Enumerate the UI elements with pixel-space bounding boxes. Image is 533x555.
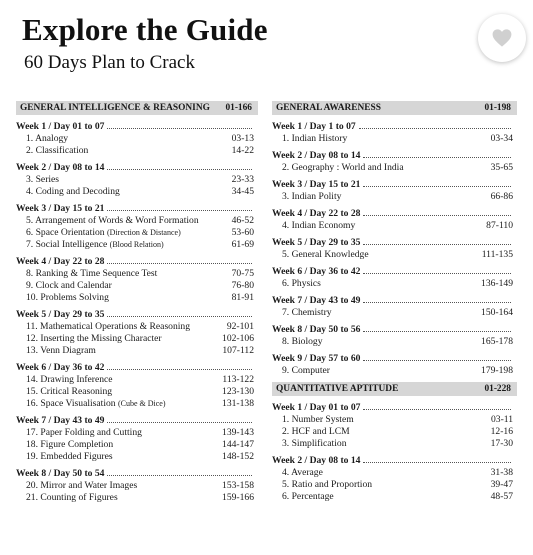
chapter-label: [26, 268, 157, 280]
chapter-name: 2. HCF and LCM: [282, 426, 350, 437]
chapter-pages: 139-143: [222, 427, 254, 438]
week-label: Week 7 / Day 43 to 49: [16, 415, 105, 426]
chapter-row: [16, 386, 258, 398]
chapter-row: [16, 439, 258, 451]
chapter-name: 4. Indian Economy: [282, 220, 356, 231]
chapter-pages: 131-138: [222, 398, 254, 409]
chapter-label: [282, 365, 330, 377]
dotted-leader: [363, 244, 511, 245]
week-label: Week 6 / Day 36 to 42: [16, 362, 105, 373]
chapter-name: 10. Problems Solving: [26, 292, 109, 303]
week-label: Week 2 / Day 08 to 14: [272, 455, 361, 466]
week-label: Week 7 / Day 43 to 49: [272, 295, 361, 306]
chapter-pages: 148-152: [222, 451, 254, 462]
week-label: Week 1 / Day 01 to 07: [272, 402, 361, 413]
chapter-name: 19. Embedded Figures: [26, 451, 113, 462]
week-block: [272, 402, 517, 450]
week-title: [16, 121, 258, 133]
section-header: [16, 101, 258, 115]
chapter-row: [16, 292, 258, 304]
chapter-row: [16, 280, 258, 292]
chapter-pages: 03-11: [490, 414, 513, 425]
week-block: [272, 353, 517, 377]
chapter-row: [16, 480, 258, 492]
chapter-label: [282, 414, 354, 426]
chapter-pages: 46-52: [231, 215, 254, 226]
chapter-label: [26, 374, 113, 386]
chapter-row: [272, 426, 517, 438]
chapter-name: 1. Analogy: [26, 133, 69, 144]
chapter-label: [26, 427, 142, 439]
chapter-row: [16, 133, 258, 145]
dotted-leader: [107, 316, 252, 317]
week-block: [272, 324, 517, 348]
week-title: [272, 402, 517, 414]
right-column: [272, 101, 517, 508]
week-label: Week 1 / Day 1 to 07: [272, 121, 356, 132]
week-label: Week 5 / Day 29 to 35: [272, 237, 361, 248]
chapter-name: 20. Mirror and Water Images: [26, 480, 138, 491]
week-label: Week 6 / Day 36 to 42: [272, 266, 361, 277]
week-label: Week 9 / Day 57 to 60: [272, 353, 361, 364]
left-column: [16, 101, 258, 509]
week-title: [16, 362, 258, 374]
chapter-label: [26, 292, 109, 304]
week-block: [272, 455, 517, 503]
section-header: [272, 101, 517, 115]
chapter-label: [282, 467, 323, 479]
chapter-label: [282, 426, 350, 438]
section-page-range: 01-166: [225, 103, 252, 113]
chapter-pages: 111-135: [481, 249, 513, 260]
week-title: [272, 150, 517, 162]
chapter-row: [272, 220, 517, 232]
chapter-pages: 48-57: [490, 491, 513, 502]
chapter-name: 3. Indian Polity: [282, 191, 342, 202]
chapter-label: [282, 278, 321, 290]
week-block: [272, 208, 517, 232]
chapter-row: [272, 479, 517, 491]
chapter-row: [16, 174, 258, 186]
week-block: [272, 150, 517, 174]
chapter-row: [16, 492, 258, 504]
week-title: [272, 179, 517, 191]
chapter-row: [272, 365, 517, 377]
chapter-label: [282, 307, 332, 319]
chapter-row: [272, 278, 517, 290]
chapter-name: 21. Counting of Figures: [26, 492, 118, 503]
week-block: [272, 237, 517, 261]
week-block: [272, 295, 517, 319]
week-title: [16, 415, 258, 427]
chapter-label: [26, 174, 59, 186]
section-page-range: 01-198: [484, 103, 511, 113]
chapter-row: [16, 345, 258, 357]
chapter-name: 6. Physics: [282, 278, 321, 289]
dotted-leader: [363, 273, 511, 274]
chapter-pages: 70-75: [231, 268, 254, 279]
chapter-pages: 66-86: [490, 191, 513, 202]
dotted-leader: [363, 157, 511, 158]
week-label: Week 2 / Day 08 to 14: [16, 162, 105, 173]
chapter-name: 7. Social Intelligence: [26, 239, 108, 250]
week-title: [16, 309, 258, 321]
week-label: Week 2 / Day 08 to 14: [272, 150, 361, 161]
week-block: [272, 121, 517, 145]
chapter-name: 2. Classification: [26, 145, 89, 156]
chapter-pages: 76-80: [231, 280, 254, 291]
chapter-pages: 61-69: [231, 239, 254, 250]
chapter-label: [26, 227, 181, 239]
chapter-label: [282, 191, 341, 203]
dotted-leader: [107, 128, 252, 129]
week-title: [272, 353, 517, 365]
chapter-pages: 03-34: [490, 133, 513, 144]
chapter-pages: 35-65: [490, 162, 513, 173]
chapter-label: [26, 321, 190, 333]
chapter-pages: 17-30: [490, 438, 513, 449]
chapter-note: (Cube & Dice): [117, 399, 166, 408]
chapter-pages: 31-38: [490, 467, 513, 478]
week-title: [272, 324, 517, 336]
chapter-pages: 144-147: [222, 439, 254, 450]
chapter-label: [26, 398, 166, 410]
chapter-row: [272, 307, 517, 319]
week-label: Week 3 / Day 15 to 21: [16, 203, 105, 214]
chapter-label: [282, 336, 323, 348]
chapter-pages: 12-16: [490, 426, 513, 437]
week-title: [272, 455, 517, 467]
week-title: [272, 266, 517, 278]
dotted-leader: [363, 331, 511, 332]
chapter-row: [272, 191, 517, 203]
week-block: [16, 468, 258, 504]
chapter-label: [26, 215, 199, 227]
chapter-pages: 179-198: [481, 365, 513, 376]
chapter-label: [26, 133, 68, 145]
page-subtitle: 60 Days Plan to Crack: [24, 52, 195, 73]
week-title: [16, 468, 258, 480]
chapter-pages: 159-166: [222, 492, 254, 503]
chapter-name: 14. Drawing Inference: [26, 374, 113, 385]
chapter-row: [272, 249, 517, 261]
week-block: [16, 256, 258, 304]
dotted-leader: [363, 462, 511, 463]
chapter-row: [16, 215, 258, 227]
chapter-pages: 34-45: [231, 186, 254, 197]
chapter-label: [26, 145, 88, 157]
dotted-leader: [363, 186, 511, 187]
dotted-leader: [363, 360, 511, 361]
chapter-row: [272, 336, 517, 348]
week-label: Week 8 / Day 50 to 54: [16, 468, 105, 479]
chapter-pages: 87-110: [486, 220, 513, 231]
chapter-name: 15. Critical Reasoning: [26, 386, 113, 397]
chapter-pages: 123-130: [222, 386, 254, 397]
week-label: Week 5 / Day 29 to 35: [16, 309, 105, 320]
section-page-range: 01-228: [484, 384, 511, 394]
chapter-row: [16, 321, 258, 333]
chapter-name: 5. Ratio and Proportion: [282, 479, 373, 490]
chapter-pages: 136-149: [481, 278, 513, 289]
chapter-row: [272, 133, 517, 145]
chapter-label: [26, 451, 113, 463]
chapter-name: 5. Arrangement of Words & Word Formation: [26, 215, 199, 226]
chapter-row: [16, 227, 258, 239]
chapter-name: 5. General Knowledge: [282, 249, 369, 260]
chapter-label: [282, 491, 334, 503]
chapter-row: [16, 427, 258, 439]
chapter-name: 2. Geography : World and India: [282, 162, 404, 173]
section-title: GENERAL INTELLIGENCE & REASONING: [20, 103, 210, 113]
section-header: [272, 382, 517, 396]
chapter-label: [26, 345, 96, 357]
week-title: [272, 121, 517, 133]
chapter-pages: 150-164: [481, 307, 513, 318]
chapter-name: 13. Venn Diagram: [26, 345, 96, 356]
section-title: QUANTITATIVE APTITUDE: [276, 384, 399, 394]
chapter-name: 1. Number System: [282, 414, 354, 425]
chapter-name: 8. Ranking & Time Sequence Test: [26, 268, 158, 279]
chapter-row: [16, 451, 258, 463]
chapter-name: 11. Mathematical Operations & Reasoning: [26, 321, 191, 332]
chapter-note: (Direction & Distance): [107, 228, 181, 237]
chapter-pages: 102-106: [222, 333, 254, 344]
chapter-pages: 23-33: [231, 174, 254, 185]
week-block: [16, 121, 258, 157]
chapter-label: [26, 333, 162, 345]
week-block: [16, 362, 258, 410]
chapter-name: 6. Percentage: [282, 491, 334, 502]
chapter-label: [26, 280, 112, 292]
chapter-pages: 53-60: [231, 227, 254, 238]
week-title: [272, 237, 517, 249]
chapter-label: [282, 220, 355, 232]
dotted-leader: [107, 210, 252, 211]
chapter-row: [272, 438, 517, 450]
chapter-name: 12. Inserting the Missing Character: [26, 333, 162, 344]
chapter-name: 4. Average: [282, 467, 323, 478]
week-title: [16, 203, 258, 215]
week-label: Week 4 / Day 22 to 28: [272, 208, 361, 219]
dotted-leader: [107, 369, 252, 370]
chapter-label: [26, 186, 120, 198]
chapter-name: 4. Coding and Decoding: [26, 186, 120, 197]
chapter-name: 17. Paper Folding and Cutting: [26, 427, 142, 438]
week-block: [16, 203, 258, 251]
week-block: [16, 162, 258, 198]
chapter-name: 16. Space Visualisation: [26, 398, 116, 409]
week-label: Week 4 / Day 22 to 28: [16, 256, 105, 267]
week-label: Week 8 / Day 50 to 56: [272, 324, 361, 335]
chapter-name: 8. Biology: [282, 336, 323, 347]
chapter-row: [16, 186, 258, 198]
chapter-row: [16, 239, 258, 251]
chapter-label: [282, 479, 372, 491]
chapter-pages: 92-101: [226, 321, 254, 332]
chapter-row: [272, 162, 517, 174]
dotted-leader: [107, 422, 252, 423]
chapter-name: 3. Series: [26, 174, 60, 185]
week-block: [16, 309, 258, 357]
chapter-pages: 107-112: [222, 345, 254, 356]
chapter-label: [26, 239, 164, 251]
dotted-leader: [107, 263, 252, 264]
chapter-row: [272, 414, 517, 426]
chapter-row: [16, 268, 258, 280]
chapter-label: [282, 162, 404, 174]
week-title: [16, 256, 258, 268]
chapter-label: [282, 133, 347, 145]
dotted-leader: [359, 128, 511, 129]
dotted-leader: [363, 302, 511, 303]
chapter-pages: 39-47: [490, 479, 513, 490]
week-title: [272, 208, 517, 220]
favorite-button[interactable]: [478, 14, 526, 62]
week-title: [272, 295, 517, 307]
chapter-label: [26, 386, 112, 398]
chapter-pages: 165-178: [481, 336, 513, 347]
week-block: [16, 415, 258, 463]
chapter-row: [272, 491, 517, 503]
chapter-row: [272, 467, 517, 479]
section-title: GENERAL AWARENESS: [276, 103, 381, 113]
chapter-row: [16, 333, 258, 345]
chapter-name: 18. Figure Completion: [26, 439, 114, 450]
week-label: Week 1 / Day 01 to 07: [16, 121, 105, 132]
chapter-pages: 14-22: [231, 145, 254, 156]
chapter-label: [26, 439, 113, 451]
page-title: Explore the Guide: [22, 12, 268, 47]
dotted-leader: [107, 169, 252, 170]
chapter-pages: 03-13: [231, 133, 254, 144]
chapter-row: [16, 398, 258, 410]
chapter-label: [282, 438, 347, 450]
dotted-leader: [107, 475, 252, 476]
chapter-name: 1. Indian History: [282, 133, 348, 144]
chapter-pages: 113-122: [222, 374, 254, 385]
chapter-label: [282, 249, 369, 261]
chapter-label: [26, 492, 118, 504]
chapter-name: 7. Chemistry: [282, 307, 332, 318]
chapter-name: 9. Clock and Calendar: [26, 280, 112, 291]
week-block: [272, 179, 517, 203]
week-title: [16, 162, 258, 174]
chapter-label: [26, 480, 137, 492]
chapter-pages: 153-158: [222, 480, 254, 491]
chapter-note: (Blood Relation): [109, 240, 164, 249]
chapter-row: [16, 145, 258, 157]
week-label: Week 3 / Day 15 to 21: [272, 179, 361, 190]
week-block: [272, 266, 517, 290]
dotted-leader: [363, 215, 511, 216]
chapter-row: [16, 374, 258, 386]
heart-icon: [492, 29, 512, 47]
dotted-leader: [363, 409, 511, 410]
chapter-name: 9. Computer: [282, 365, 330, 376]
chapter-name: 3. Simplification: [282, 438, 347, 449]
chapter-pages: 81-91: [231, 292, 254, 303]
chapter-name: 6. Space Orientation: [26, 227, 105, 238]
